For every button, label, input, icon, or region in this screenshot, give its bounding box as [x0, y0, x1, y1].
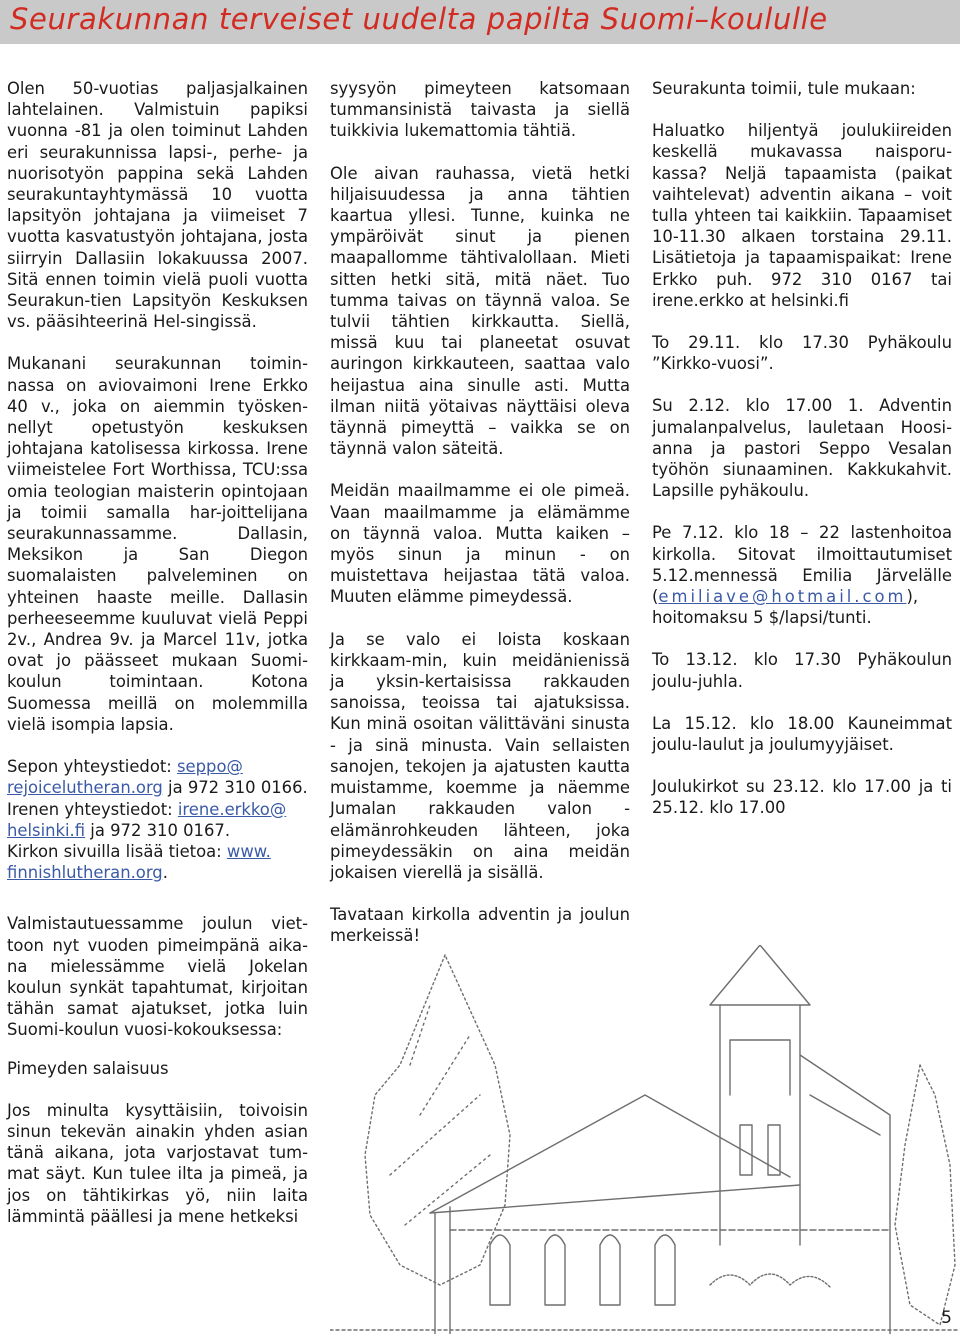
irene-phone: ja 972 310 0167.	[85, 820, 231, 840]
preparation-paragraph: Valmistautuessamme joulun viet-toon nyt vuoden pimeimpänä aika-na mielessämme vielä Jokelan koulun synkät tapahtumat, kirjoitan tähän samat ajatukset, jotka luin Suomi-koulun vuosi-kokouksessa:	[7, 914, 308, 1040]
women-group-paragraph: Haluatko hiljentyä joulukiireiden keskellä mukavassa naisporu-kassa? Neljä tapaamista (paikat vaihtelevat) adventin aikana – voit tulla yhteen tai kaikkiin. Tapaamiset 10-11.30 alkaen torstaina 29.11. Lisätietoja ja tapaamispaikat: Irene Erkko puh. 972 310 0167 tai irene.erkko at helsinki.fi	[652, 121, 952, 310]
sepo-phone: ja 972 310 0166.	[162, 778, 308, 798]
page-number: 5	[941, 1308, 952, 1328]
intro-paragraph: Olen 50-vuotias paljasjalkainen lahtelainen. Valmistuin papiksi vuonna -81 ja olen toiminut Lahden eri seurakunnissa lapsi-, perhe- ja nuorisotyön pappina sekä Lahden seurakuntayhtymässä 10 vuotta lapsityön johtajana ja viimeiset 7 vuotta kasvatustyön johtajana, josta siirryin Dallasiin lokakuussa 2007. Sitä ennen toimin vielä puoli vuotta Seurakun-tien Lapsityön Keskuksen vs. pääsihteerinä Hel-singissä.	[7, 79, 308, 332]
poem-paragraph-2: syysyön pimeyteen katsomaan tummansinistä taivasta ja siellä tuikkivia lukemattomia tähtiä.	[330, 79, 630, 141]
event-christmas-services: Joulukirkot su 23.12. klo 17.00 ja ti 25.12. klo 17.00	[652, 777, 952, 818]
poem-paragraph-3: Ole aivan rauhassa, vietä hetki hiljaisuudessa ja anna tähtien kaartua yllesi. Tunne, kuinka ne ympäröivät sinut ja pienen maapallomme tähtivalollaan. Mieti sitten hetki sitä, mitä näet. Tuo tumma taivas on täynnä valoa. Se tulvii tähtien kirkkautta. Siellä, missä kuu tai planeetat osuvat auringon kirkkauteen, saattaa valo heijastua aina sinulle asti. Mutta ilman niitä yötaivas näyttäisi oleva täynnä pimeyttä – vaikka se on täynnä valon säteitä.	[330, 163, 630, 459]
irene-contact-label: Irenen yhteystiedot:	[7, 799, 178, 819]
events-heading: Seurakunta toimii, tule mukaan:	[652, 79, 916, 98]
event-advent-service: Su 2.12. klo 17.00 1. Adventin jumalanpalvelus, lauletaan Hoosi-anna ja pastori Seppo Vesalan työhön siunaaminen. Kakkukahvit. Lapsille pyhäkoulu.	[652, 396, 952, 501]
family-paragraph: Mukanani seurakunnan toimin-nassa on aviovaimoni Irene Erkko 40 v., joka on aiemmin työsken-nellyt opetustyön keskuksen johtajana katolisessa kirkossa. Irene viimeistelee Fort Worthissa, TCU:ssa omia teologian maisterin opintojaan ja toimii samalla har-joittelijana seurakunnassamme. Dallasin, Meksikon ja San Diegon suomalaisten palveleminen on yhteinen haaste meille. Dallasin perheeseemme kuuluvat vielä Peppi 2v., Andrea 9v. ja Marcel 11v, jotka ovat jo päässeet mukaan Suomi-koulun toimintaan. Kotona Suomessa meillä on molemmilla vielä isompia lapsia.	[7, 354, 308, 734]
closing-greeting: Tavataan kirkolla adventin ja joulun merkeissä!	[330, 905, 630, 946]
column-middle	[330, 78, 630, 968]
column-right	[652, 78, 952, 840]
event-christmas-party: To 13.12. klo 17.30 Pyhäkoulun joulu-juhla.	[652, 650, 952, 691]
column-left	[7, 78, 308, 1248]
website-end: .	[162, 863, 168, 883]
poem-title: Pimeyden salaisuus	[7, 1058, 169, 1078]
page-title: Seurakunnan terveiset uudelta papilta Suomi–koululle	[10, 2, 828, 36]
header-banner	[0, 0, 960, 44]
sepo-contact-label: Sepon yhteystiedot:	[7, 757, 178, 777]
childcare-text: Pe 7.12. klo 18 – 22 lastenhoitoa kirkolla. Sitovat ilmoittautumiset 5.12.mennessä Emilia Järvelälle (	[652, 523, 952, 607]
contact-info	[7, 756, 308, 883]
emilia-email-link[interactable]: emiliave@hotmail.com	[658, 587, 907, 607]
event-sunday-school: To 29.11. klo 17.30 Pyhäkoulu ”Kirkko-vuosi”.	[652, 333, 952, 374]
childcare-text-end: ), hoitomaksu 5 $/lapsi/tunti.	[652, 587, 919, 628]
website-label: Kirkon sivuilla lisää tietoa:	[7, 841, 227, 861]
sepo-email-link[interactable]: seppo@ rejoicelutheran.org	[7, 757, 243, 798]
poem-paragraph-5: Ja se valo ei loista koskaan kirkkaam-min, kuin meidänienissä ja yksin-kertaisissa rakkauden sanoissa, teoissa tai ajatuksissa. Kun minä osoitan välittäväni sinusta - ja sinä minusta. Vain sellaisten sanojen, tekojen ja ajatusten kautta muistamme, koemme ja näemme Jumalan rakkauden valon - elämänrohkeuden lähteen, joka pimeydessäkin on aina meidän jokaisen vierellä ja sisällä.	[330, 629, 630, 882]
irene-email-link[interactable]: irene.erkko@ helsinki.fi	[7, 799, 287, 840]
poem-paragraph-1: Jos minulta kysyttäisiin, toivoisin sinun tekevän ainakin yhden asian tänä aikana, jota varjostavat tum-mat säyt. Kun tulee ilta ja pimeä, ja jos on tähtikirkas yö, niin laita lämmintä päällesi ja mene hetkeksi	[7, 1100, 308, 1226]
website-link[interactable]: www. finnishlutheran.org	[7, 841, 271, 883]
church-drawing-icon	[330, 945, 960, 1334]
event-carols: La 15.12. klo 18.00 Kauneimmat joulu-laulut ja joulumyyjäiset.	[652, 713, 952, 755]
poem-paragraph-4: Meidän maailmamme ei ole pimeä. Vaan maailmamme ja elämämme on täynnä valoa. Mutta kaiken – myös sinun ja minun - on muistettava heijastaa tätä valoa. Muuten elämme pimeydessä.	[330, 481, 630, 607]
event-childcare	[652, 522, 952, 628]
